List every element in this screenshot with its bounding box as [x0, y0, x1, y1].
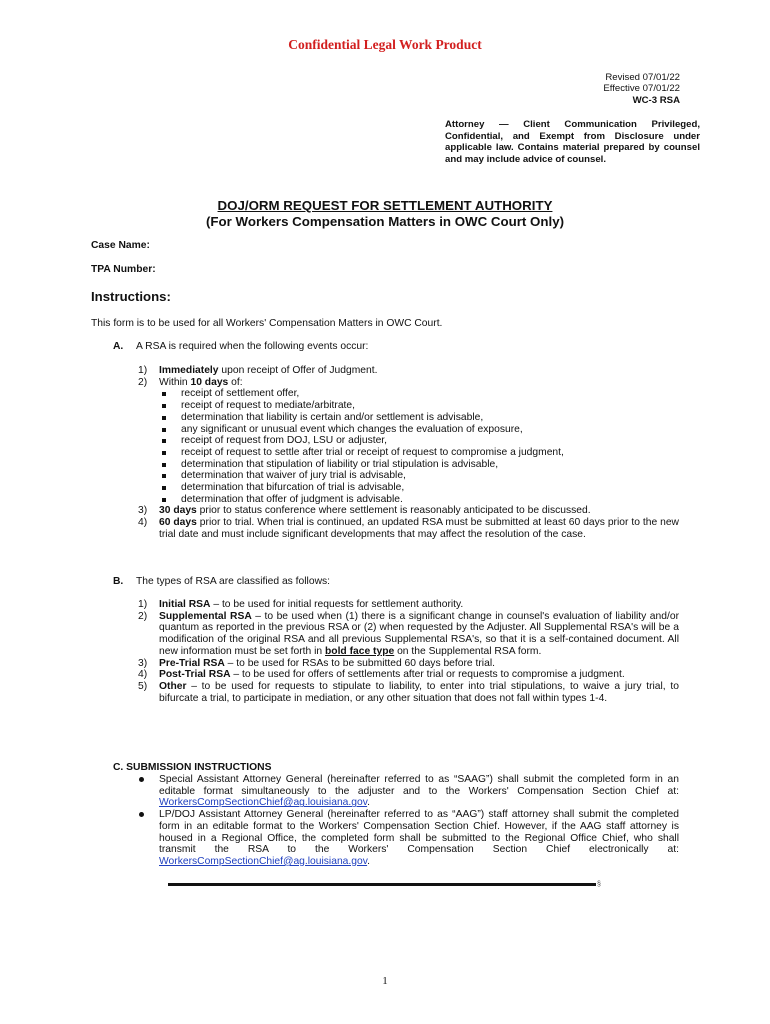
- section-b-list: [138, 599, 679, 704]
- section-a-letter: A.: [113, 341, 124, 352]
- section-b-heading: [113, 576, 330, 588]
- horizontal-rule: [168, 883, 596, 886]
- intro-text: This form is to be used for all Workers' Compensation Matters in OWC Court.: [91, 318, 443, 329]
- privilege-notice: Attorney — Client Communication Privileged, Confidential, and Exempt from Disclosure under applicable law. Contains material prepared by counsel and may include advice of counsel.: [445, 119, 700, 165]
- list-item: 5) Other – to be used for requests to stipulate to liability, to enter into trial stipulations, to waive a jury trial, to bifurcate a trial, to participate in mediation, or any other situation that does not fall within types 1-4.: [138, 680, 679, 704]
- bullet-item: receipt of request to mediate/arbitrate,: [159, 400, 679, 412]
- list-item: LP/DOJ Assistant Attorney General (hereinafter referred to as “AAG”) staff attorney shall submit the completed form in an editable format to the Workers' Compensation Section Chief. However, if the AAG staff attorney is housed in a Regional Office, the completed form shall be submitted to the Regional Office Chief, who shall transmit the RSA to the Workers' Compensation Section Chief electronically at: WorkersCompSectionChief@ag.louisiana.gov.: [138, 809, 679, 868]
- list-item: 1) Immediately upon receipt of Offer of Judgment.: [138, 365, 378, 376]
- bullet-item: determination that bifurcation of trial is advisable,: [159, 482, 679, 494]
- case-name-label: Case Name:: [91, 240, 150, 251]
- revised-date: Revised 07/01/22: [605, 72, 680, 83]
- list-item: 1) Initial RSA – to be used for initial requests for settlement authority.: [138, 599, 464, 610]
- page-number: 1: [382, 975, 388, 987]
- bullet-item: receipt of request to settle after trial or receipt of request to compromise a judgment,: [159, 447, 679, 459]
- section-b-title: The types of RSA are classified as follows:: [136, 576, 331, 587]
- within-10-days-bullets: [159, 388, 679, 505]
- bullet-item: receipt of settlement offer,: [159, 388, 679, 400]
- revision-block: [603, 72, 680, 106]
- list-item: 2) Supplemental RSA – to be used when (1) there is a significant change in counsel's evaluation of liability and/or quantum as reported in the previous RSA or (2) when requested by the Adjuster. All Supplemental RSA's will be a modification of the original RSA and all previous Supplemental RSA's, so that it is a self-contained document. All new information must be set forth in bold face type on the Supplemental RSA form.: [138, 610, 679, 657]
- section-c-heading: C. SUBMISSION INSTRUCTIONS: [113, 762, 272, 773]
- section-chief-email-link[interactable]: WorkersCompSectionChief@ag.louisiana.gov: [159, 797, 368, 809]
- effective-date: Effective 07/01/22: [603, 83, 680, 95]
- list-item: Special Assistant Attorney General (hereinafter referred to as “SAAG”) shall submit the completed form in an editable format simultaneously to the adjuster and to the Workers' Compensation Section Chief at: WorkersCompSectionChief@ag.louisiana.gov.: [138, 774, 679, 809]
- bullet-item: determination that stipulation of liability or trial stipulation is advisable,: [159, 459, 679, 471]
- form-id: WC-3 RSA: [632, 94, 680, 106]
- document-title: [0, 198, 770, 229]
- list-item: 3) 30 days prior to status conference where settlement is reasonably anticipated to be discussed.: [138, 505, 591, 517]
- bullet-item: determination that waiver of jury trial is advisable,: [159, 470, 679, 482]
- bullet-item: determination that offer of judgment is advisable.: [159, 494, 679, 506]
- section-a-list: [138, 365, 679, 541]
- list-item: 2) Within 10 days of: receipt of settlement offer, receipt of request to mediate/arbitrate, determination that liability is certain and/or settlement is advisable, any significant or unusual event which changes the evaluation of exposure, receipt of request from DOJ, LSU or adjuster, receipt of request to settle after trial or receipt of request to compromise a judgment, determination that stipulation of liability or trial stipulation is advisable, determination that waiver of jury trial is advisable, determination that bifurcation of trial is advisable, determination that offer of judgment is advisable.: [138, 377, 679, 506]
- bullet-item: determination that liability is certain and/or settlement is advisable,: [159, 412, 679, 424]
- section-a-heading: [113, 341, 368, 353]
- section-chief-email-link[interactable]: WorkersCompSectionChief@ag.louisiana.gov: [159, 855, 368, 867]
- bullet-item: any significant or unusual event which changes the evaluation of exposure,: [159, 424, 679, 436]
- instructions-heading: Instructions:: [91, 289, 171, 304]
- section-a-title: A RSA is required when the following events occur:: [136, 341, 369, 352]
- tpa-number-label: TPA Number:: [91, 264, 156, 275]
- title-line-2: (For Workers Compensation Matters in OWC Court Only): [205, 213, 565, 229]
- list-item: 4) Post-Trial RSA – to be used for offers of settlements after trial or requests to compromise a judgment.: [138, 669, 625, 681]
- list-item: 3) Pre-Trial RSA – to be used for RSAs to be submitted 60 days before trial.: [138, 657, 495, 669]
- section-b-letter: B.: [113, 576, 124, 587]
- list-item: 4) 60 days prior to trial. When trial is continued, an updated RSA must be submitted at least 60 days prior to the new trial date and must include significant developments that may affect the resolution of the case.: [138, 517, 679, 540]
- confidential-banner: Confidential Legal Work Product: [288, 37, 482, 52]
- section-c-list: [138, 774, 679, 868]
- bullet-item: receipt of request from DOJ, LSU or adjuster,: [159, 435, 679, 447]
- section-mark: §: [597, 881, 601, 888]
- title-line-1: DOJ/ORM REQUEST FOR SETTLEMENT AUTHORITY: [217, 198, 553, 213]
